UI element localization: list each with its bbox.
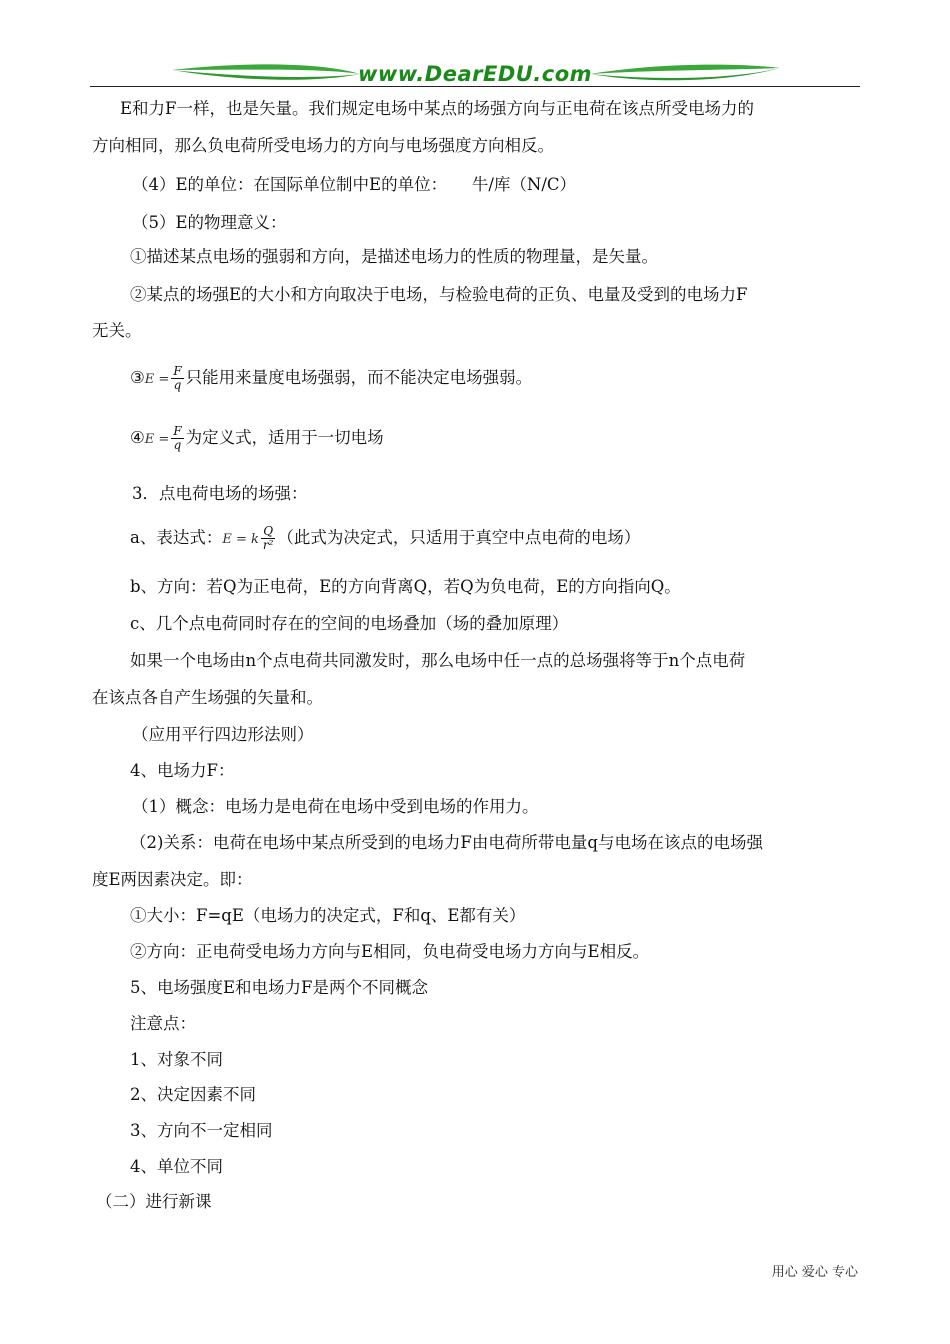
formula-lhs: E = — [144, 432, 170, 447]
paragraph-line: ①大小：F=qE（电场力的决定式，F和q、E都有关） — [130, 906, 526, 925]
formula-line — [130, 365, 532, 392]
fraction — [171, 425, 183, 452]
fraction-denominator: q — [173, 378, 182, 392]
paragraph-line: 在该点各自产生场强的矢量和。 — [92, 688, 323, 707]
header-divider — [90, 86, 860, 87]
formula-lhs: E = — [144, 372, 170, 387]
paragraph-line: c、几个点电荷同时存在的空间的电场叠加（场的叠加原理） — [130, 614, 569, 633]
list-item: 4、单位不同 — [130, 1157, 223, 1176]
formula-line — [130, 425, 384, 452]
fraction-numerator: Q — [261, 525, 276, 539]
section-heading: 4、电场力F： — [130, 761, 235, 780]
paragraph-line: （5）E的物理意义： — [132, 213, 287, 232]
expression-label: a、表达式： — [130, 528, 223, 547]
list-item: 2、决定因素不同 — [130, 1085, 256, 1104]
paragraph-line: （应用平行四边形法则） — [132, 725, 314, 744]
paragraph-line: b、方向：若Q为正电荷，E的方向背离Q，若Q为负电荷，E的方向指向Q。 — [130, 577, 681, 596]
formula-description: 为定义式，适用于一切电场 — [185, 428, 384, 447]
fraction — [261, 525, 276, 552]
fraction-denominator: r² — [262, 538, 274, 552]
formula-description: 只能用来量度电场强弱，而不能决定电场强弱。 — [185, 368, 533, 387]
section-heading: （二）进行新课 — [96, 1192, 212, 1211]
paragraph-line: 无关。 — [92, 321, 142, 340]
paragraph-line: ②方向：正电荷受电场力方向与E相同，负电荷受电场力方向与E相反。 — [130, 942, 650, 961]
paragraph-line: 方向相同，那么负电荷所受电场力的方向与电场强度方向相反。 — [92, 136, 554, 155]
paragraph-line: （1）概念：电场力是电荷在电场中受到电场的作用力。 — [132, 797, 539, 816]
formula-description: （此式为决定式，只适用于真空中点电荷的电场） — [277, 528, 641, 547]
section-heading: 3．点电荷电场的场强： — [132, 484, 308, 503]
formula-line — [130, 525, 640, 552]
fraction-denominator: q — [173, 438, 182, 452]
circled-number: ④ — [130, 428, 145, 447]
paragraph-line: 度E两因素决定。即： — [92, 870, 253, 889]
list-item: 1、对象不同 — [130, 1050, 223, 1069]
section-heading: 5、电场强度E和电场力F是两个不同概念 — [130, 978, 428, 997]
fraction-numerator: F — [173, 364, 182, 378]
paragraph-line: ①描述某点电场的强弱和方向，是描述电场力的性质的物理量，是矢量。 — [130, 247, 658, 266]
fraction-numerator: F — [173, 424, 182, 438]
paragraph-line: （2)关系：电荷在电场中某点所受到的电场力F由电荷所带电量q与电场在该点的电场强 — [130, 833, 763, 852]
formula-lhs: E = k — [222, 532, 259, 547]
paragraph-line: ②某点的场强E的大小和方向取决于电场，与检验电荷的正负、电量及受到的电场力F — [130, 285, 748, 304]
page-footer: 用心 爱心 专心 — [771, 1265, 858, 1280]
site-header — [90, 58, 860, 94]
paragraph-line: 注意点： — [130, 1014, 196, 1033]
paragraph-line: E和力F一样，也是矢量。我们规定电场中某点的场强方向与正电荷在该点所受电场力的 — [120, 99, 754, 118]
paragraph-line: （4）E的单位：在国际单位制中E的单位： 牛/库（N/C） — [132, 175, 577, 194]
fraction — [171, 365, 183, 392]
list-item: 3、方向不一定相同 — [130, 1121, 273, 1140]
paragraph-line: 如果一个电场由n个点电荷共同激发时，那么电场中任一点的总场强将等于n个点电荷 — [130, 651, 746, 670]
circled-number: ③ — [130, 368, 145, 387]
site-logo-text[interactable]: www.DearEDU.com — [357, 62, 593, 86]
